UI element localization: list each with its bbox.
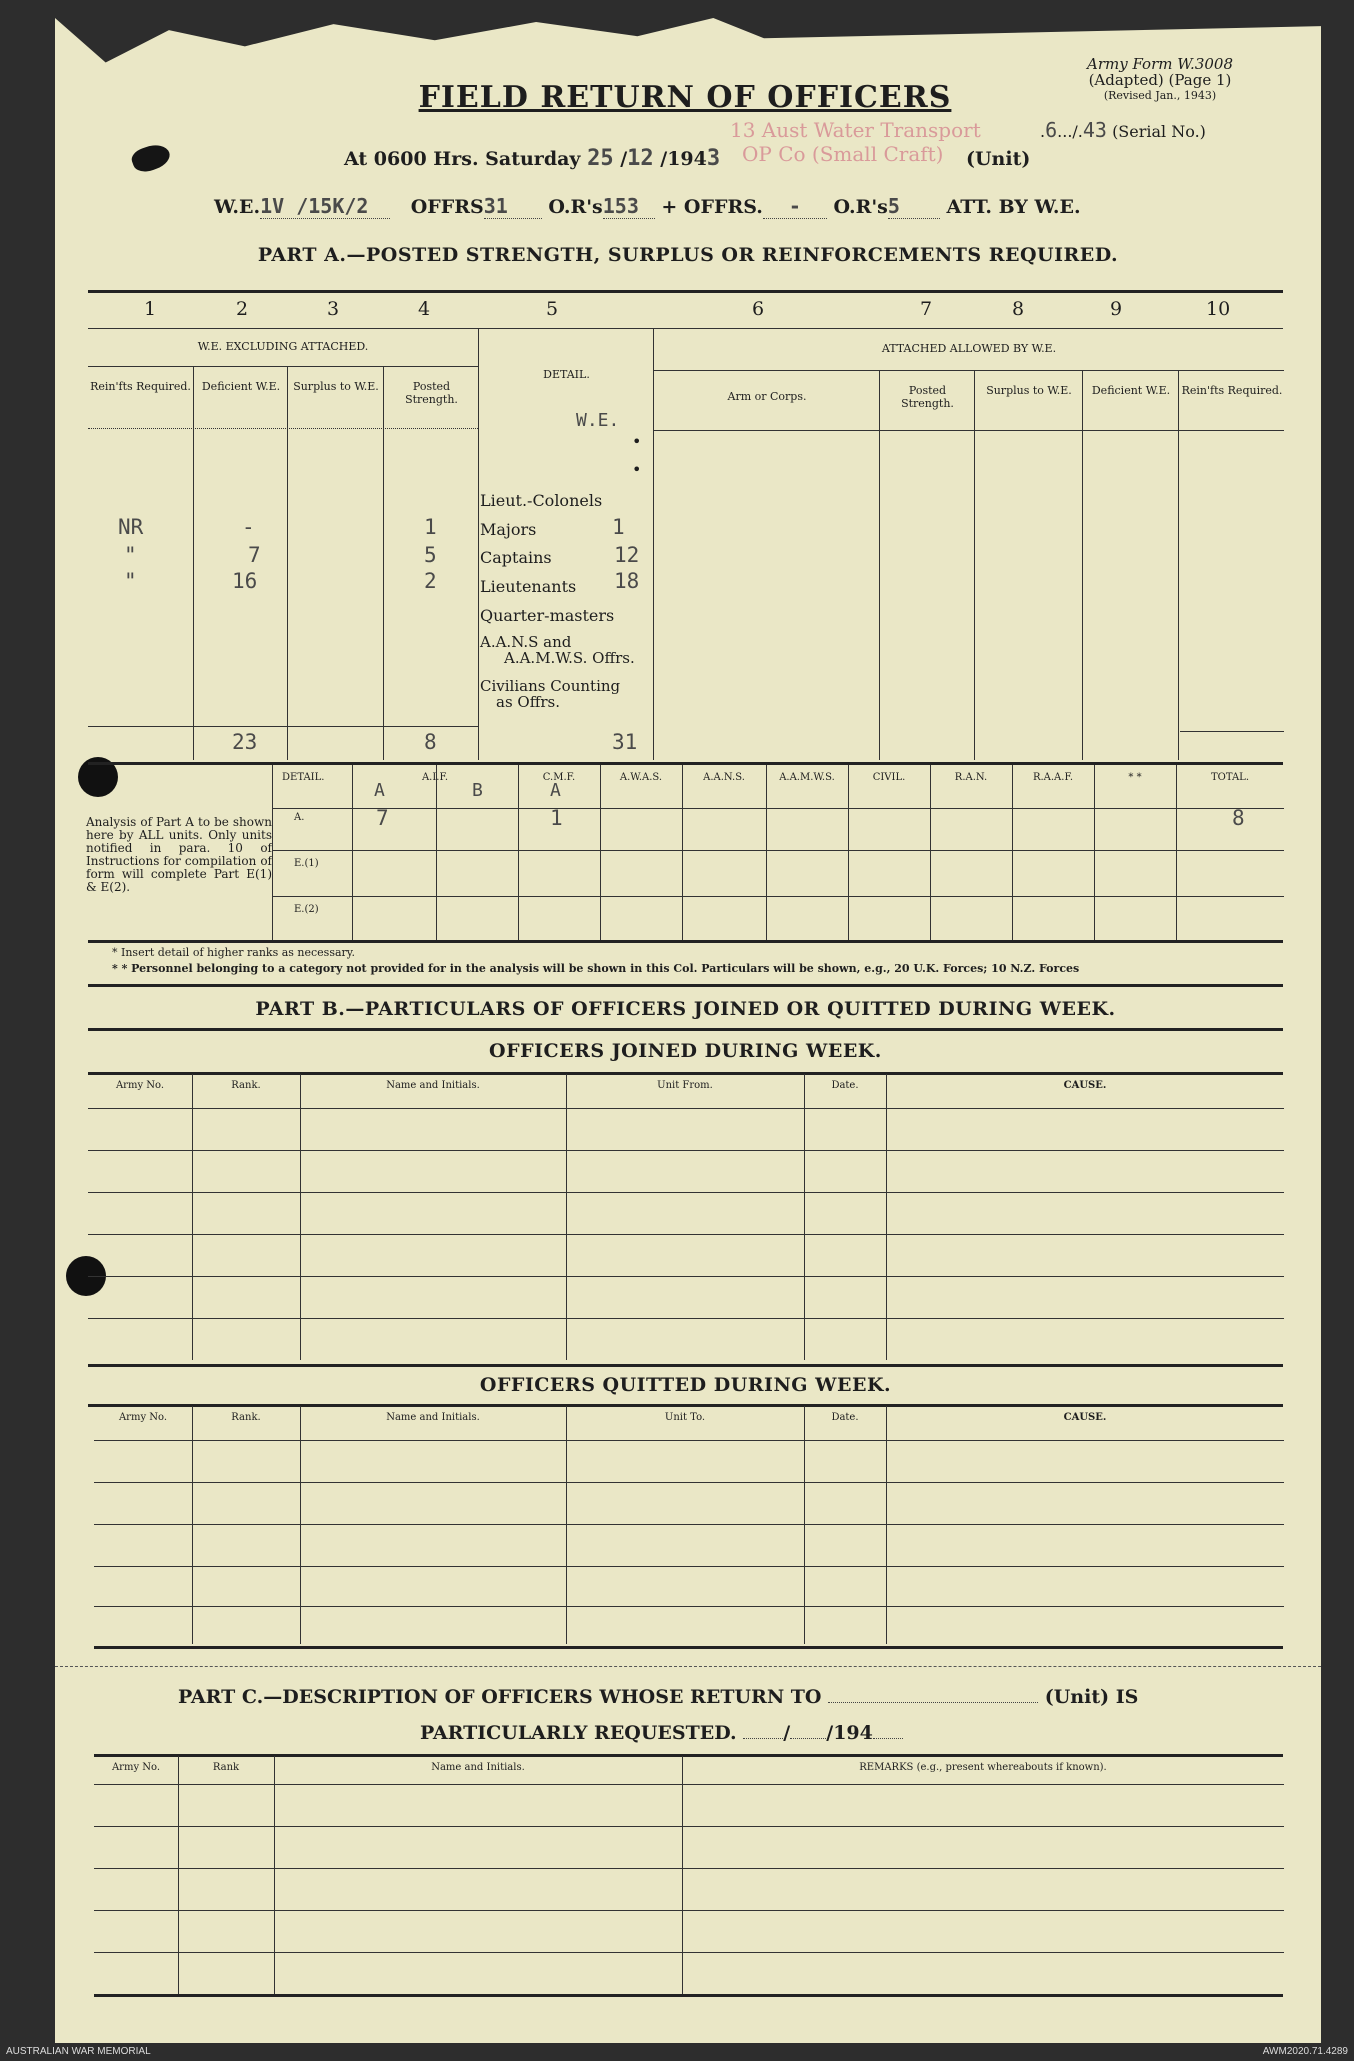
cmf-sub-a: A [550,780,561,801]
part-c-line1 [178,1686,1138,1708]
part-a-heading: PART A.—POSTED STRENGTH, SURPLUS OR REINFORCEMENTS REQUIRED. [257,244,1119,266]
joined-col-cause: CAUSE. [1063,1080,1107,1091]
table-row [88,1108,1284,1109]
col-number-10: 10 [1206,298,1231,320]
rule [272,808,1284,809]
table-row [94,1606,1284,1607]
analysis-header-ran: R.A.N. [954,772,988,783]
part-c-table [94,1756,1284,1996]
stamp-line2: OP Co (Small Craft) [742,142,944,166]
vline [436,765,437,940]
majors-posted: 1 [424,515,437,539]
analysis-row-a: A. [294,812,305,823]
analysis-header-aans: A.A.N.S. [703,772,745,783]
total-we: 31 [612,730,638,754]
part-c-unit-field[interactable] [828,1702,1038,1703]
part-c-day-field[interactable] [743,1738,783,1739]
analysis-header-civil: CIVIL. [872,772,906,783]
year-prefix: 194 [667,148,707,170]
table-row [94,1784,1284,1785]
vline [274,1756,275,1994]
table-row [94,1482,1284,1483]
quitted-col-cause: CAUSE. [1063,1412,1107,1423]
plus-offrs-label: + OFFRS. [661,196,763,218]
table-row [94,1952,1284,1953]
vline [383,366,384,760]
rule [94,1646,1283,1649]
table-row [94,1868,1284,1869]
ors-label: O.R's [548,196,603,218]
offrs-label: OFFRS [410,196,484,218]
majors-reinf: NR [118,515,144,539]
lieutenants-posted: 2 [424,569,437,593]
captains-posted: 5 [424,543,437,567]
att-label: ATT. BY W.E. [946,196,1081,218]
dot-marker: • [632,432,642,451]
analysis-row-e1: E.(1) [294,858,319,869]
rule [88,366,478,367]
col-number-4: 4 [418,298,431,320]
serial-year: 43 [1082,118,1107,142]
captains-deficient: 7 [248,543,261,567]
table-row [94,1524,1284,1525]
civ-line2: as Offrs. [496,693,560,711]
date-month: 12 [627,146,654,171]
analysis-bottom-rule [88,940,1283,943]
quitted-col-name: Name and Initials. [386,1412,480,1423]
majors-deficient: - [242,515,255,539]
rule [88,1364,1283,1367]
ors-value: 153 [603,194,655,219]
joined-heading: OFFICERS JOINED DURING WEEK. [489,1040,882,1062]
page-title: FIELD RETURN OF OFFICERS [418,80,952,115]
quitted-col-rank: Rank. [231,1412,261,1423]
lieutenants-reinf: " [124,569,137,593]
serial-label: (Serial No.) [1112,122,1206,141]
col-posted-header: Posted Strength. [405,380,458,406]
stamp [730,118,981,166]
rule [88,726,478,727]
joined-col-rank: Rank. [231,1080,261,1091]
analysis-header-awas: A.W.A.S. [619,772,663,783]
part-c-line2: PARTICULARLY REQUESTED. / /194 [420,1722,903,1744]
stamp-line1: 13 Aust Water Transport [730,118,981,142]
analysis-header-aif: A.I.F. [421,772,449,783]
analysis-note: Analysis of Part A to be shown here by ALL units. Only units notified in para. 10 of Instructions for compilation of form will complete Part E(1) & E(2). [86,815,272,894]
table-row [94,1910,1284,1911]
quitted-table [94,1406,1284,1646]
part-a-bottom-rule [88,762,1283,765]
part-c-col-name: Name and Initials. [431,1762,525,1773]
group-right-label: ATTACHED ALLOWED BY W.E. [881,342,1057,355]
vline [1176,765,1177,940]
table-row [88,1234,1284,1235]
serial-value: 6 [1045,118,1058,142]
vline [352,765,353,940]
civ-line1: Civilians Counting [480,677,621,695]
army-form-line3: (Revised Jan., 1943) [1103,89,1217,102]
table-row [94,1566,1284,1567]
part-c-col-army-no: Army No. [111,1762,161,1773]
rank-civilians [480,678,620,710]
footnote-2: * * Personnel belonging to a category not provided for in the analysis will be shown in this Col. Particulars will be shown, e.g., 20 U.K. Forces; 10 N.Z. Forces [112,962,1080,975]
col-number-7: 7 [920,298,933,320]
joined-table [88,1074,1284,1364]
col-deficient-header: Deficient W.E. [201,380,281,393]
unit-label: (Unit) [966,148,1031,170]
vline [287,366,288,760]
part-c-year-field[interactable] [873,1738,903,1739]
rule [272,850,1284,851]
rank-majors: Majors [480,520,537,539]
analysis-a-total: 8 [1232,806,1245,830]
vline [766,765,767,940]
rule [88,1028,1283,1031]
rule [1180,731,1284,732]
aif-sub-a: A [374,780,385,801]
analysis-a-aif: 7 [376,806,389,830]
col-detail-sub: W.E. [576,410,620,431]
vline [848,765,849,940]
majors-we: 1 [612,515,625,539]
total-deficient: 23 [232,730,258,754]
part-c-col-rank: Rank [212,1762,240,1773]
vline [1094,765,1095,940]
captains-reinf: " [124,543,137,567]
part-c-line2-a: PARTICULARLY REQUESTED. [420,1722,737,1744]
quitted-col-army-no: Army No. [118,1412,168,1423]
rule [88,984,1283,987]
at-label: At 0600 Hrs. Saturday [344,148,581,170]
rank-lieutenants: Lieutenants [480,577,577,596]
rule [272,896,1284,897]
rank-lieut-colonels: Lieut.-Colonels [480,491,603,510]
col-reinf2-header: Rein'fts Required. [1181,384,1283,397]
analysis-header-other: * * [1128,772,1142,783]
analysis-header-cmf: C.M.F. [542,772,576,783]
quitted-heading: OFFICERS QUITTED DURING WEEK. [479,1374,892,1396]
vline [879,370,880,760]
part-c-col-remarks: REMARKS (e.g., present whereabouts if known). [859,1762,1107,1773]
col-number-8: 8 [1012,298,1025,320]
lieutenants-deficient: 16 [232,569,258,593]
col-number-1: 1 [144,298,157,320]
army-form-line2: (Adapted) (Page 1) [1088,71,1232,89]
vline [804,1406,805,1644]
quitted-col-unit-to: Unit To. [664,1412,706,1423]
perforation [55,1666,1321,1667]
rule [94,1994,1283,1997]
vline [566,1406,567,1644]
col-detail-header: DETAIL. [543,368,590,381]
table-row [94,1440,1284,1441]
vline [682,1756,683,1994]
part-c-line1-a: PART C.—DESCRIPTION OF OFFICERS WHOSE RETURN TO [178,1686,822,1708]
army-form-id [1060,56,1260,104]
table-row [88,1318,1284,1319]
vline [478,328,479,760]
col-posted2-header: Posted Strength. [901,384,954,410]
analysis-row-e2: E.(2) [294,904,319,915]
vline [1178,370,1179,760]
col-number-5: 5 [546,298,559,320]
vline [1082,370,1083,760]
total-posted: 8 [424,730,437,754]
rank-aans [480,634,635,666]
captains-we: 12 [614,543,640,567]
column-numbers [0,298,1354,322]
date-line: At 0600 Hrs. Saturday 25 /12 /1943 [344,146,721,171]
rule [88,328,1283,329]
vline [518,765,519,940]
vline [682,765,683,940]
joined-col-date: Date. [831,1080,859,1091]
lieutenants-we: 18 [614,569,640,593]
joined-col-army-no: Army No. [115,1080,165,1091]
rank-captains: Captains [480,548,552,567]
rule [654,430,1284,431]
plus-offrs-value: - [763,194,827,219]
table-row [88,1150,1284,1151]
quitted-col-date: Date. [831,1412,859,1423]
col-number-9: 9 [1110,298,1123,320]
rank-quartermasters: Quarter-masters [480,606,615,625]
army-form-line1: Army Form W.3008 [1087,55,1233,73]
col-surplus-header: Surplus to W.E. [293,380,379,393]
ors2-value: 5 [888,194,940,219]
col-number-3: 3 [327,298,340,320]
part-c-line1-b: (Unit) IS [1044,1686,1139,1708]
vline [886,1406,887,1644]
col-deficient2-header: Deficient W.E. [1091,384,1171,397]
col-number-6: 6 [752,298,765,320]
table-row [88,1192,1284,1193]
analysis-header-raaf: R.A.A.F. [1032,772,1074,783]
part-b-heading: PART B.—PARTICULARS OF OFFICERS JOINED OR QUITTED DURING WEEK. [255,998,1116,1020]
ors2-label: O.R's [833,196,888,218]
we-line [214,194,1081,219]
table-row [94,1826,1284,1827]
footer-left: AUSTRALIAN WAR MEMORIAL [6,2046,151,2057]
year-digit: 3 [706,146,721,171]
part-c-year-label: /194 [826,1722,873,1744]
analysis-header-aamws: A.A.M.W.S. [779,772,835,783]
col-reinf-header: Rein'fts Required. [90,380,191,393]
vline [300,1406,301,1644]
vline [600,765,601,940]
group-left-label: W.E. EXCLUDING ATTACHED. [197,340,369,353]
part-a-top-rule [88,290,1283,293]
vline [974,370,975,760]
we-value: 1V /15K/2 [260,194,390,219]
analysis-a-cmf: 1 [550,806,563,830]
dot-marker: • [632,460,642,479]
rule [654,370,1284,371]
vline [930,765,931,940]
analysis-header-detail: DETAIL. [282,772,325,783]
serial-line: .6.../.43 (Serial No.) [1040,118,1206,142]
joined-col-unit-from: Unit From. [657,1080,713,1091]
aans-line2: A.A.M.W.S. Offrs. [504,649,635,667]
rule [88,428,478,429]
part-c-month-field[interactable] [790,1738,826,1739]
aans-line1: A.A.N.S and [480,633,572,651]
vline [1012,765,1013,940]
analysis-header-total: TOTAL. [1210,772,1250,783]
col-number-2: 2 [236,298,249,320]
we-label: W.E. [214,196,261,218]
vline [193,366,194,760]
offrs-value: 31 [484,194,542,219]
vline [178,1756,179,1994]
col-surplus2-header: Surplus to W.E. [986,384,1072,397]
vline [192,1406,193,1644]
vline [653,328,654,760]
vline [272,765,273,940]
date-day: 25 [587,146,614,171]
joined-col-name: Name and Initials. [386,1080,480,1091]
col-arm-header: Arm or Corps. [727,390,807,403]
footer-right: AWM2020.71.4289 [1262,2046,1348,2057]
footnote-1: * Insert detail of higher ranks as necessary. [112,946,356,959]
aif-sub-b: B [472,780,483,801]
table-row [88,1276,1284,1277]
